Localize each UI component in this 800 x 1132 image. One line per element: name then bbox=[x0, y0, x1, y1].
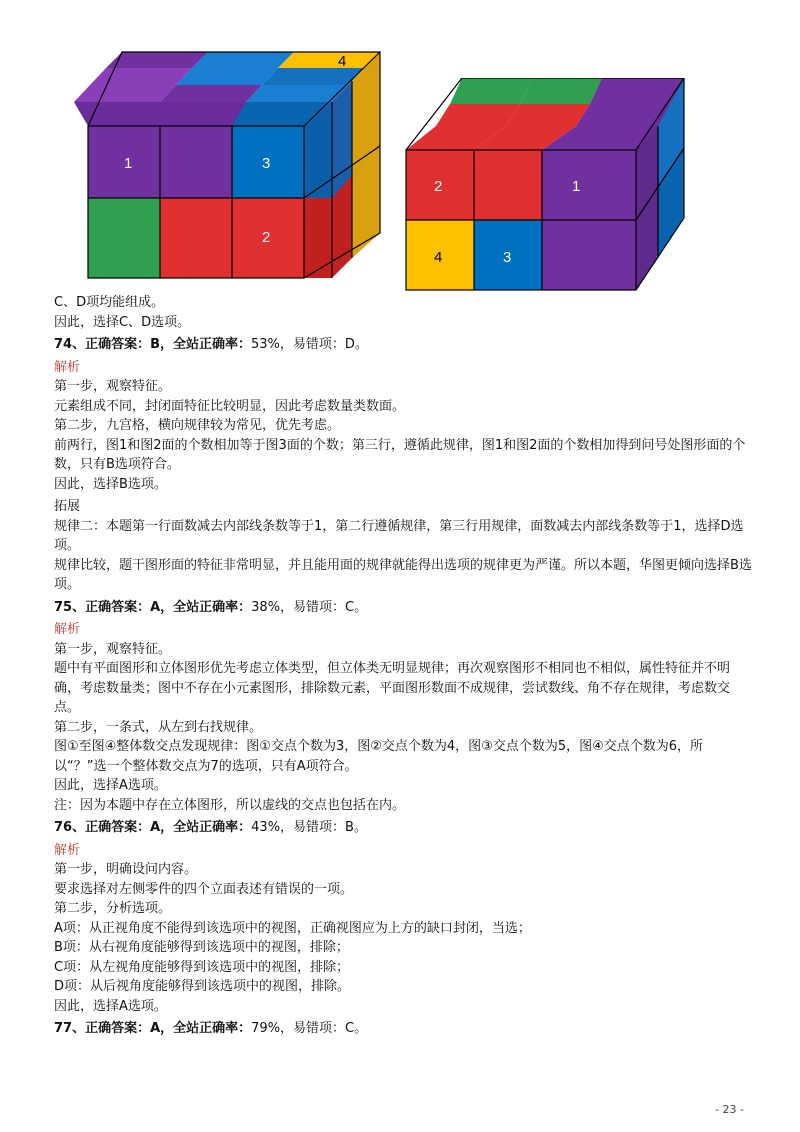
text-line: C项：从左视角度能够得到该选项中的视图，排除； bbox=[54, 959, 350, 975]
text-line: 第二步，分析选项。 bbox=[54, 901, 172, 916]
text-line: B项：从右视角度能够得到该选项中的视图，排除； bbox=[54, 940, 349, 955]
text-line: 图①至图④整体数交点发现规律：图①交点个数为3，图②交点个数为4，图③交点个数为5，图④交点个数为6，所以“？”选一个整体数交点为7的选项，只有A项符合。 bbox=[54, 739, 704, 774]
text-line: 第一步，观察特征。 bbox=[54, 641, 172, 657]
text-line: 规律二：本题第一行面数减去内部线条数等于1，第二行遵循规律，第三行用规律，面数减去内部线条数等于1，选择D选项。 bbox=[54, 518, 744, 553]
answer-rate: 43%，易错项：B。 bbox=[251, 820, 367, 835]
text-line: 第一步，明确设问内容。 bbox=[54, 862, 198, 877]
answer-rate: 53%，易错项：D。 bbox=[251, 337, 368, 352]
text-line: 注：因为本题中存在立体图形，所以虚线的交点也包括在内。 bbox=[54, 797, 406, 813]
answer-74 bbox=[54, 335, 754, 355]
text-line: 元素组成不同，封闭面特征比较明显，因此考虑数量类数面。 bbox=[54, 398, 406, 414]
answer-75 bbox=[54, 598, 754, 618]
text-line: D项：从后视角度能够得到该选项中的视图，排除。 bbox=[54, 979, 351, 994]
answer-head: 76、正确答案：A，全站正确率： bbox=[54, 820, 252, 835]
figures-area bbox=[0, 0, 800, 300]
analysis-heading: 解析 bbox=[54, 622, 81, 637]
right-cube-figure bbox=[402, 78, 692, 298]
left-cube-figure bbox=[56, 38, 401, 288]
text-line: 因此，选择B选项。 bbox=[54, 476, 167, 492]
left-cube-label-3: 3 bbox=[262, 155, 271, 172]
answer-head: 77、正确答案：A，全站正确率： bbox=[54, 1021, 252, 1036]
answer-76 bbox=[54, 818, 754, 838]
analysis-heading: 解析 bbox=[54, 359, 81, 375]
text-line: 第二步，一条式，从左到右找规律。 bbox=[54, 719, 263, 735]
right-cube-label-1: 1 bbox=[572, 178, 581, 195]
text-line: 第一步，观察特征。 bbox=[54, 379, 172, 394]
text-line: 因此，选择C、D选项。 bbox=[54, 314, 191, 330]
text-line: 规律比较，题干图形面的特征非常明显，并且能用面的规律就能得出选项的规律更为严谨。所以本题，华图更倾向选择B选项。 bbox=[54, 557, 752, 592]
text-line: 前两行，图1和图2面的个数相加等于图3面的个数；第三行，遵循此规律，图1和图2面的个数相加得到问号处图形面的个数，只有B选项符合。 bbox=[54, 437, 746, 472]
text-line: 因此，选择A选项。 bbox=[54, 998, 167, 1014]
answer-rate: 38%，易错项：C。 bbox=[251, 599, 368, 615]
text-line: 第二步，九宫格，横向规律较为常见，优先考虑。 bbox=[54, 418, 341, 433]
answer-77 bbox=[54, 1019, 754, 1039]
document-body bbox=[54, 293, 754, 1039]
text-line: 因此，选择A选项。 bbox=[54, 778, 167, 793]
extension-heading: 拓展 bbox=[54, 499, 81, 514]
left-cube-label-4: 4 bbox=[338, 53, 347, 70]
right-cube-label-2: 2 bbox=[434, 178, 443, 195]
text-line: 题中有平面图形和立体图形优先考虑立体类型，但立体类无明显规律；再次观察图形不相同也不相似，属性特征并不明确，考虑数量类；图中不存在小元素图形，排除数元素，平面图形数面不成规律，尝试数线、角不存在规律，考虑数交点。 bbox=[54, 661, 731, 715]
text-line: C、D项均能组成。 bbox=[54, 295, 165, 310]
text-line: A项：从正视角度不能得到该选项中的视图，正确视图应为上方的缺口封闭，当选； bbox=[54, 920, 531, 936]
analysis-heading: 解析 bbox=[54, 842, 81, 858]
answer-rate: 79%，易错项：C。 bbox=[251, 1021, 368, 1036]
left-cube-label-2: 2 bbox=[262, 229, 271, 246]
page-number: - 23 - bbox=[715, 1103, 744, 1116]
right-cube-label-3: 3 bbox=[503, 249, 512, 266]
text-line: 要求选择对左侧零件的四个立面表述有错误的一项。 bbox=[54, 881, 354, 897]
answer-head: 75、正确答案：A，全站正确率： bbox=[54, 599, 252, 615]
right-cube-label-4: 4 bbox=[434, 249, 443, 266]
answer-head: 74、正确答案：B，全站正确率： bbox=[54, 337, 251, 352]
left-cube-label-1: 1 bbox=[124, 155, 133, 172]
